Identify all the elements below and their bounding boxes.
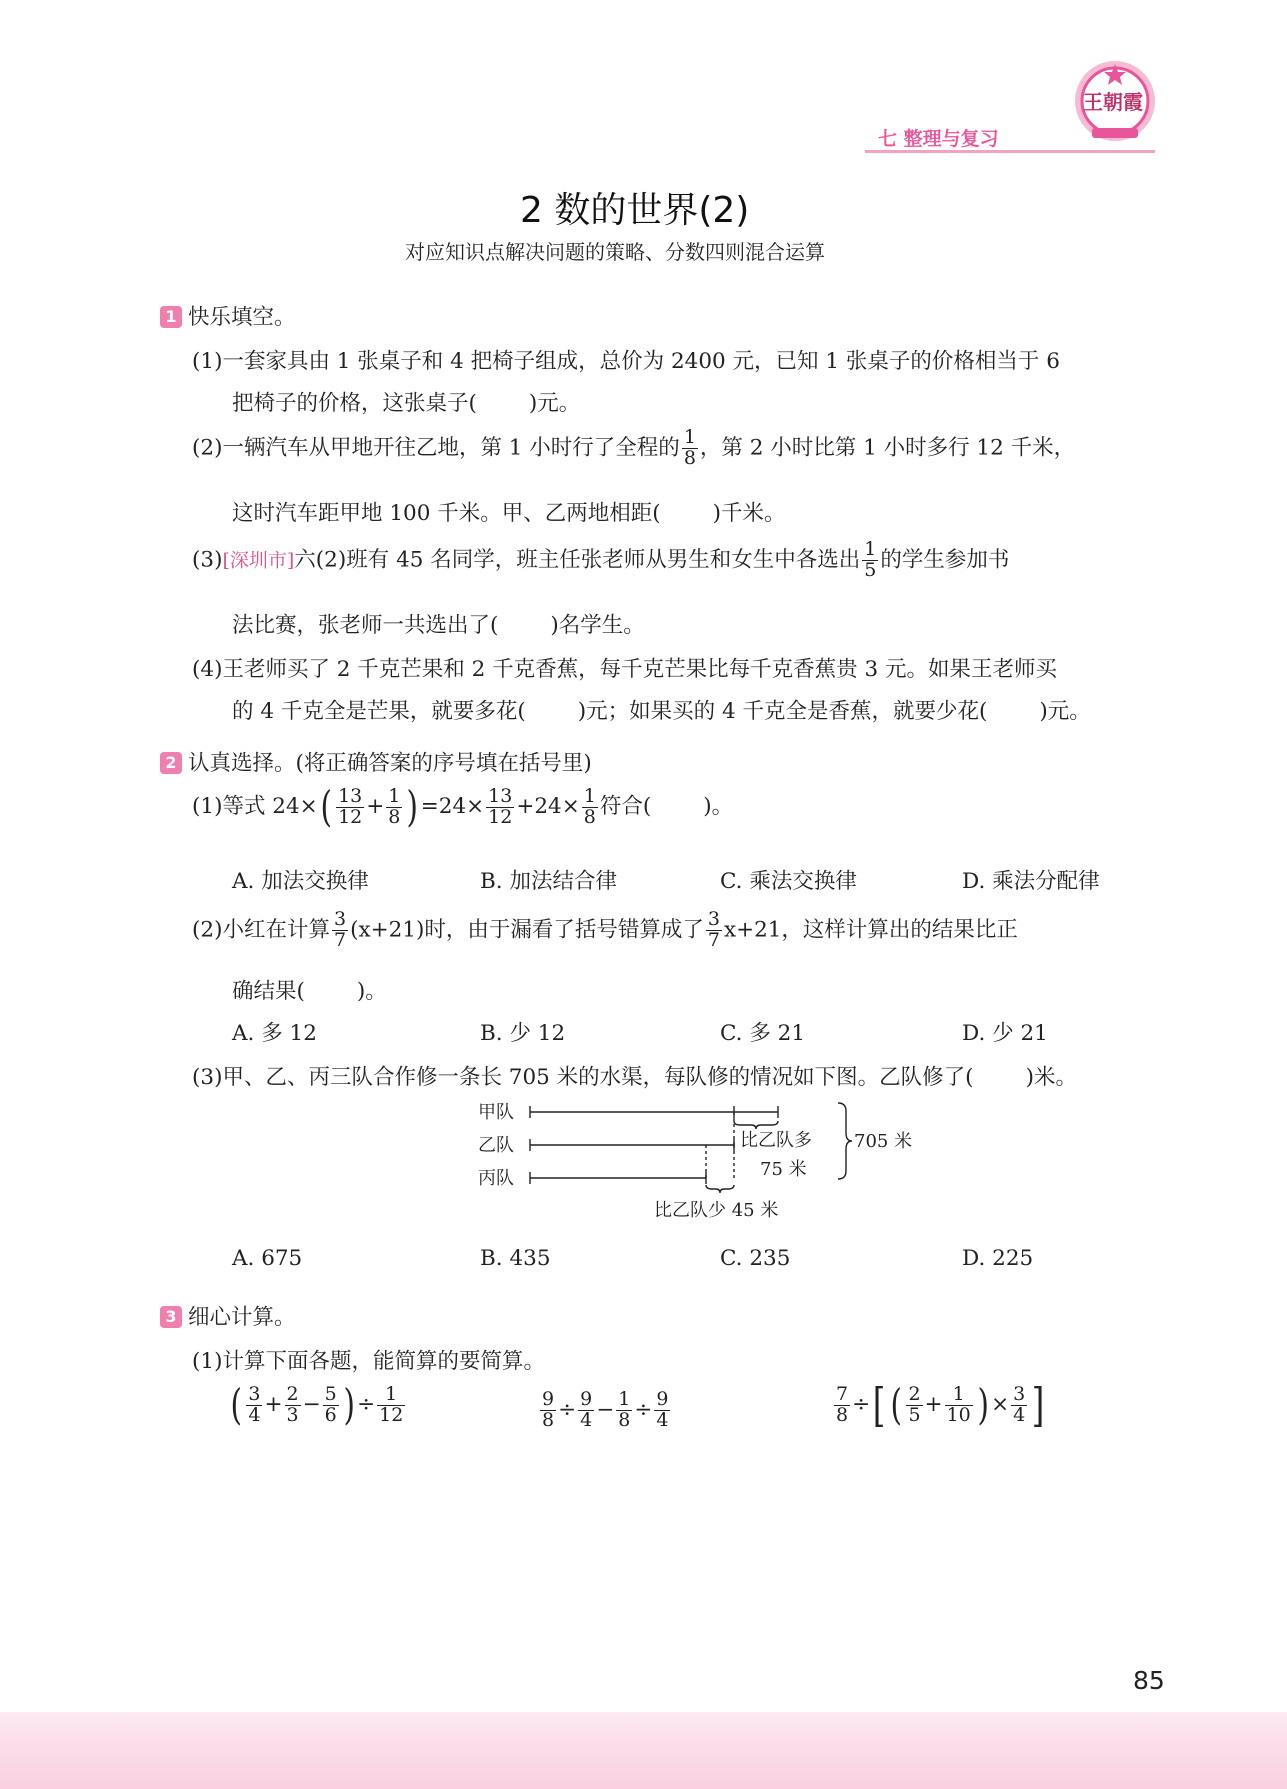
denominator: 5 [864, 558, 877, 581]
section-number: 2 [160, 752, 182, 774]
s2-q2-line2 [232, 974, 387, 1005]
numerator: 13 [338, 784, 363, 807]
fraction [323, 1382, 339, 1426]
s2-q3-option-c: C. 235 [720, 1246, 791, 1271]
left-paren: ( [230, 1380, 242, 1429]
plus-sign: + [366, 794, 385, 819]
denominator: 3 [286, 1403, 299, 1426]
section-title: 细心计算。 [188, 1305, 296, 1330]
denominator: 5 [908, 1403, 921, 1426]
section-title: 认真选择。(将正确答案的序号填在括号里) [188, 751, 592, 776]
text: )元。 [528, 391, 581, 416]
fraction [945, 1382, 973, 1426]
denominator: 6 [324, 1403, 337, 1426]
page-subtitle: 对应知识点解决问题的策略、分数四则混合运算 [405, 240, 825, 264]
numerator: 2 [286, 1382, 299, 1405]
s1-q3-line1 [192, 540, 1009, 581]
section-title: 快乐填空。 [188, 305, 296, 330]
text: )千米。 [712, 501, 786, 526]
s3-expression-3: $\frac{7}{8}$ ÷[ ( $\frac{2}{5}$ + $\frac{1}{10}$ ) × $\frac{3}{4}$ ] [836, 1378, 1045, 1432]
right-paren: ) [977, 1380, 989, 1429]
numerator: 1 [388, 784, 401, 807]
left-paren: ( [890, 1380, 902, 1429]
publisher-logo [1072, 58, 1158, 144]
s2-q3-option-a: A. 675 [232, 1246, 303, 1271]
denominator: 12 [379, 1403, 404, 1426]
s2-q2-option-a: A. 多 12 [232, 1021, 317, 1046]
s1-q1-line2 [232, 386, 580, 417]
text: (2)一辆汽车从甲地开往乙地，第 1 小时行了全程的 [192, 435, 680, 461]
s1-q2-line2 [232, 496, 786, 527]
text: =24× [420, 794, 485, 819]
s2-q2-option-b: B. 少 12 [480, 1021, 566, 1046]
numerator: 1 [945, 1385, 973, 1406]
text: )米。 [1025, 1065, 1077, 1090]
s3-expression-1: ( $\frac{3}{4}$ + $\frac{2}{3}$ − $\frac{5}{6}$ ) ÷ $\frac{1}{12}$ [230, 1380, 404, 1429]
total-brace [838, 1103, 852, 1179]
text: +24× [516, 794, 580, 819]
fraction [706, 910, 722, 951]
header-rule [865, 150, 1155, 153]
numerator: 13 [488, 784, 513, 807]
s2-q2-line1 [192, 910, 1018, 951]
text: )元。 [1039, 699, 1091, 724]
s1-q4-line1: (4)王老师买了 2 千克芒果和 2 千克香蕉，每千克芒果比每千克香蕉贵 3 元。如果王老师买 [192, 657, 1058, 682]
s3-subheading: (1)计算下面各题，能简算的要简算。 [192, 1349, 545, 1374]
numerator: 9 [580, 1388, 593, 1410]
s1-q3-line2 [232, 608, 645, 639]
fraction [540, 1390, 556, 1431]
text: (2)小红在计算 [192, 917, 330, 943]
s1-q1-line1: (1)一套家具由 1 张桌子和 4 把椅子组成，总价为 2400 元，已知 1 张桌子的价格相当于 6 [192, 349, 1060, 374]
team-a-label: 甲队 [478, 1102, 514, 1123]
numerator: 3 [707, 908, 720, 930]
numerator: 1 [377, 1385, 405, 1406]
s2-q3-option-d: D. 225 [962, 1246, 1034, 1271]
total-label: 705 米 [854, 1131, 913, 1152]
s1-q4-line2 [232, 694, 1091, 725]
s2-q2-option-d: D. 少 21 [962, 1021, 1048, 1046]
text: )名学生。 [550, 613, 645, 638]
text: )。 [703, 794, 734, 819]
numerator: 5 [324, 1382, 337, 1405]
s2-q3-line1 [192, 1060, 1077, 1091]
numerator: 3 [1013, 1382, 1026, 1405]
logo-text: 王朝霞 [1083, 90, 1143, 114]
s3-expression-2: $\frac{9}{8}$ ÷ $\frac{9}{4}$ − $\frac{1}{8}$ ÷ $\frac{9}{4}$ [542, 1388, 669, 1431]
s1-q2-line1 [192, 428, 1075, 469]
text: 的 4 千克全是芒果，就要多花( [232, 699, 526, 724]
text: 确结果( [232, 979, 305, 1004]
section-number: 1 [160, 306, 182, 328]
section-1-heading [160, 300, 296, 331]
denominator: 7 [333, 928, 347, 951]
right-bracket: ] [1031, 1378, 1045, 1432]
denominator: 4 [248, 1403, 261, 1426]
chapter-label: 七 整理与复习 [878, 128, 999, 150]
fraction [616, 1390, 632, 1431]
numerator: 1 [683, 426, 696, 448]
numerator: 9 [542, 1388, 555, 1410]
denominator: 10 [946, 1403, 971, 1426]
more-label-line1: 比乙队多 [740, 1130, 812, 1151]
text: 符合( [599, 794, 652, 819]
left-paren: ( [320, 782, 332, 831]
fraction [654, 1390, 670, 1431]
right-paren: ) [406, 782, 419, 831]
text: 这时汽车距甲地 100 千米。甲、乙两地相距( [232, 501, 661, 526]
text: )元；如果买的 4 千克全是香蕉，就要少花( [577, 699, 988, 724]
text: (3) [192, 547, 223, 573]
team-b-label: 乙队 [478, 1135, 514, 1156]
denominator: 4 [656, 1408, 669, 1431]
fraction [862, 540, 878, 581]
text: (1)等式 24× [192, 794, 318, 819]
text: )。 [356, 979, 387, 1004]
section-2-heading [160, 746, 592, 777]
denominator: 4 [580, 1408, 593, 1431]
fraction [332, 910, 348, 951]
fraction [336, 784, 364, 828]
s2-q1-option-d: D. 乘法分配律 [962, 869, 1100, 894]
fraction [1011, 1382, 1027, 1426]
denominator: 4 [1013, 1403, 1026, 1426]
denominator: 7 [707, 928, 720, 951]
numerator: 9 [656, 1388, 669, 1410]
numerator: 3 [333, 908, 347, 930]
denominator: 12 [488, 805, 513, 828]
fraction [582, 784, 598, 828]
text: ，第 2 小时比第 1 小时多行 12 千米， [699, 435, 1076, 461]
denominator: 8 [583, 805, 596, 828]
denominator: 8 [683, 446, 696, 469]
team-c-label: 丙队 [478, 1168, 514, 1189]
text: (3)甲、乙、丙三队合作修一条长 705 米的水渠，每队修的情况如下图。乙队修了( [192, 1065, 974, 1090]
fraction [834, 1382, 850, 1426]
less-label: 比乙队少 45 米 [654, 1200, 779, 1221]
more-brace [734, 1121, 778, 1129]
right-paren: ) [343, 1380, 355, 1429]
less-brace [706, 1185, 734, 1193]
text: (x+21)时，由于漏看了括号错算成了 [350, 917, 704, 943]
fraction [285, 1382, 301, 1426]
denominator: 12 [338, 805, 363, 828]
fraction [246, 1382, 262, 1426]
denominator: 8 [836, 1403, 849, 1426]
numerator: 1 [618, 1388, 631, 1410]
fraction [377, 1382, 405, 1426]
s2-q1-line [192, 782, 734, 831]
numerator: 1 [864, 538, 877, 560]
numerator: 2 [908, 1382, 921, 1405]
s2-q1-option-b: B. 加法结合律 [480, 869, 617, 894]
left-bracket: [ [872, 1378, 886, 1432]
text: 法比赛，张老师一共选出了( [232, 613, 499, 638]
text: 的学生参加书 [880, 547, 1010, 573]
denominator: 8 [542, 1408, 555, 1431]
numerator: 7 [836, 1382, 849, 1405]
team-diagram [470, 1095, 930, 1225]
s2-q1-option-c: C. 乘法交换律 [720, 869, 857, 894]
section-3-heading [160, 1300, 296, 1331]
fraction [578, 1390, 594, 1431]
fraction [386, 784, 402, 828]
s2-q2-option-c: C. 多 21 [720, 1021, 806, 1046]
fraction [906, 1382, 922, 1426]
denominator: 8 [618, 1408, 631, 1431]
fraction [486, 784, 514, 828]
numerator: 1 [583, 784, 596, 807]
more-label-line2: 75 米 [760, 1159, 807, 1180]
numerator: 3 [248, 1382, 261, 1405]
text: 六(2)班有 45 名同学，班主任张老师从男生和女生中各选出 [294, 547, 861, 573]
text: x+21，这样计算出的结果比正 [723, 917, 1018, 943]
region-tag: [深圳市] [222, 549, 295, 572]
s2-q1-option-a: A. 加法交换律 [232, 869, 369, 894]
section-number: 3 [160, 1306, 182, 1328]
text: 把椅子的价格，这张桌子( [232, 391, 477, 416]
page-title: 2 数的世界(2) [520, 190, 750, 231]
bottom-band [0, 1712, 1287, 1789]
page-number: 85 [1133, 1666, 1165, 1695]
fraction [682, 428, 698, 469]
s2-q3-option-b: B. 435 [480, 1246, 551, 1271]
denominator: 8 [388, 805, 401, 828]
